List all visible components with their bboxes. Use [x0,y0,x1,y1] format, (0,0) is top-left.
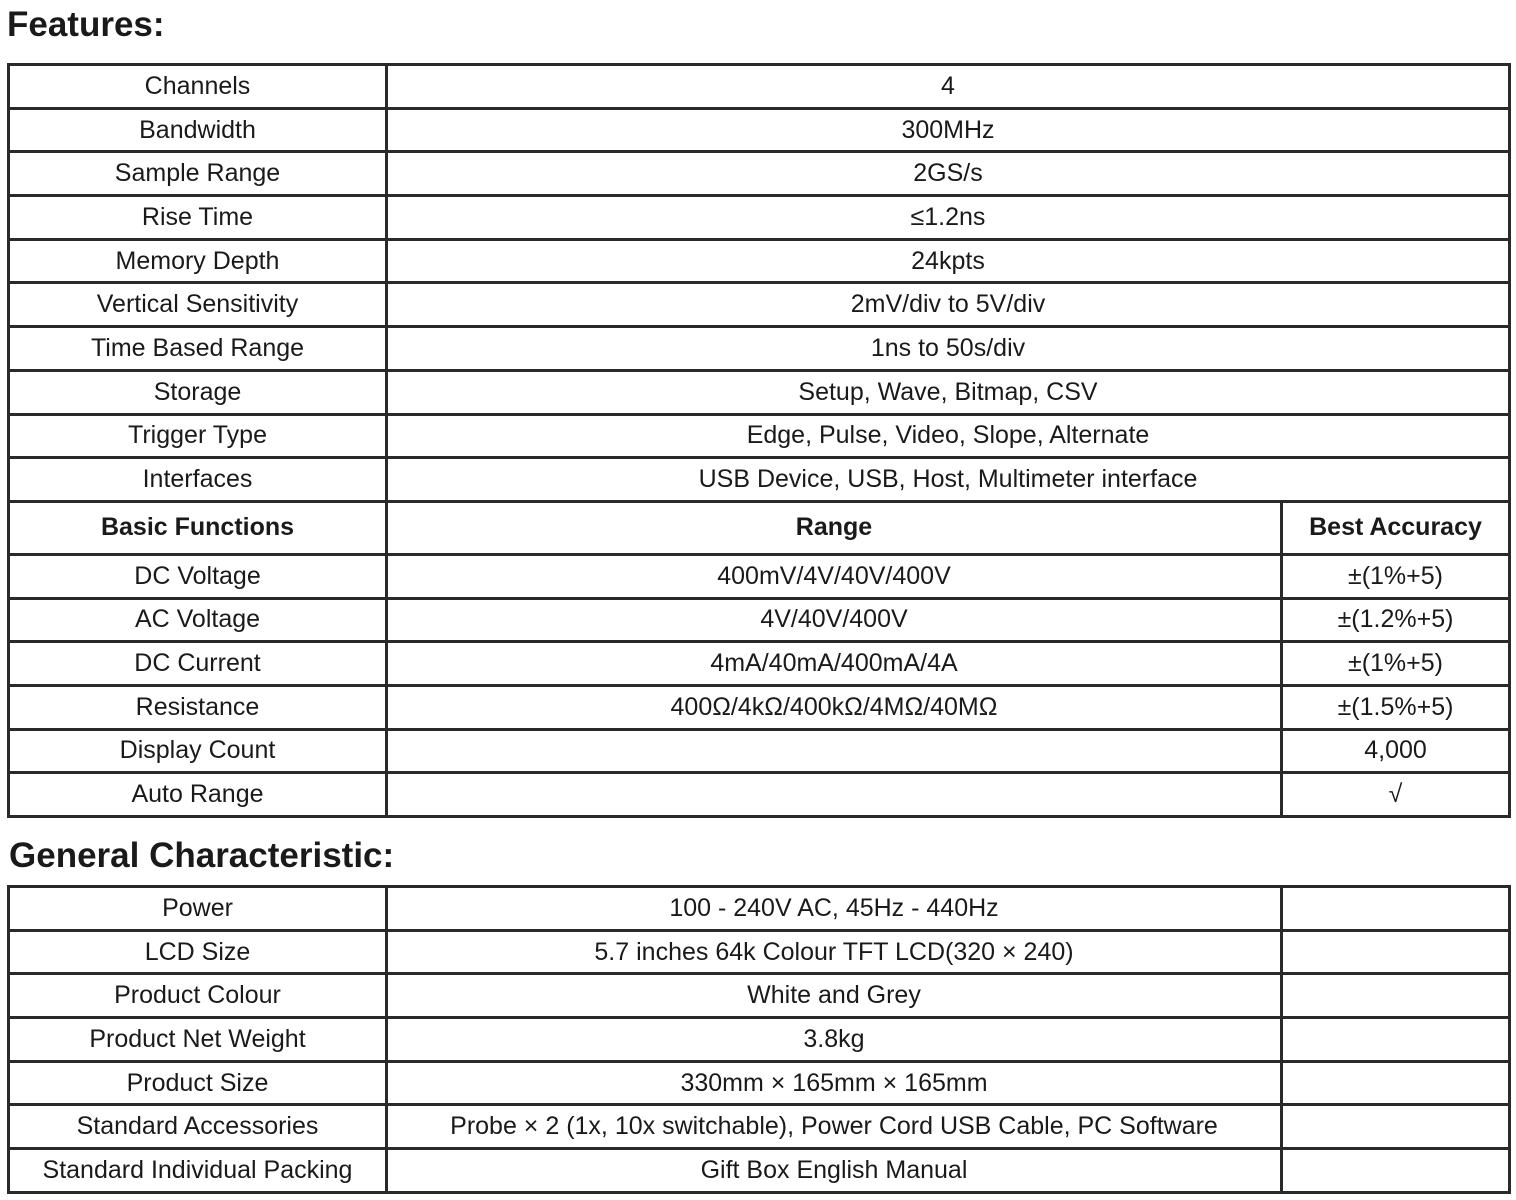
general-label: Power [9,887,387,931]
spec-row-interfaces [9,458,1510,502]
general-extra [1282,887,1510,931]
functions-header-range: Range [387,501,1282,554]
spec-row-storage [9,370,1510,414]
general-extra [1282,974,1510,1018]
spec-value: Setup, Wave, Bitmap, CSV [387,370,1510,414]
function-row-auto-range [9,773,1510,817]
function-row-display-count [9,729,1510,773]
function-range: 4mA/40mA/400mA/4A [387,642,1282,686]
spec-label: Bandwidth [9,108,387,152]
spec-value: 2GS/s [387,152,1510,196]
general-label: Standard Individual Packing [9,1149,387,1193]
general-value: 100 - 240V AC, 45Hz - 440Hz [387,887,1282,931]
function-name: AC Voltage [9,598,387,642]
spec-row-vertical-sensitivity [9,283,1510,327]
spec-label: Storage [9,370,387,414]
function-accuracy: √ [1282,773,1510,817]
general-label: LCD Size [9,930,387,974]
function-accuracy: ±(1%+5) [1282,642,1510,686]
features-table [7,63,1511,818]
general-extra [1282,1149,1510,1193]
general-value: 330mm × 165mm × 165mm [387,1061,1282,1105]
spec-value: USB Device, USB, Host, Multimeter interface [387,458,1510,502]
general-extra [1282,930,1510,974]
general-characteristic-title: General Characteristic: [9,836,395,875]
general-value: White and Grey [387,974,1282,1018]
general-extra [1282,1018,1510,1062]
spec-label: Interfaces [9,458,387,502]
function-name: Resistance [9,685,387,729]
function-name: DC Current [9,642,387,686]
function-row-dc-current [9,642,1510,686]
function-range: 400Ω/4kΩ/400kΩ/4MΩ/40MΩ [387,685,1282,729]
general-row-standard-accessories [9,1105,1510,1149]
function-range: 4V/40V/400V [387,598,1282,642]
functions-header-accuracy: Best Accuracy [1282,501,1510,554]
spec-value: 300MHz [387,108,1510,152]
general-label: Standard Accessories [9,1105,387,1149]
spec-row-time-based-range [9,327,1510,371]
spec-row-memory-depth [9,239,1510,283]
functions-header-row [9,501,1510,554]
general-row-power [9,887,1510,931]
function-row-ac-voltage [9,598,1510,642]
spec-row-channels [9,65,1510,109]
spec-value: 1ns to 50s/div [387,327,1510,371]
general-row-lcd-size [9,930,1510,974]
function-name: Display Count [9,729,387,773]
features-title: Features: [7,5,165,44]
function-range: 400mV/4V/40V/400V [387,554,1282,598]
general-label: Product Size [9,1061,387,1105]
function-accuracy: ±(1%+5) [1282,554,1510,598]
general-row-standard-individual-packing [9,1149,1510,1193]
spec-value: 4 [387,65,1510,109]
general-extra [1282,1061,1510,1105]
spec-label: Memory Depth [9,239,387,283]
spec-value: Edge, Pulse, Video, Slope, Alternate [387,414,1510,458]
spec-label: Channels [9,65,387,109]
function-accuracy: ±(1.5%+5) [1282,685,1510,729]
general-value: Gift Box English Manual [387,1149,1282,1193]
function-row-resistance [9,685,1510,729]
function-accuracy: ±(1.2%+5) [1282,598,1510,642]
spec-row-trigger-type [9,414,1510,458]
spec-label: Sample Range [9,152,387,196]
general-characteristic-table [7,885,1511,1194]
spec-row-bandwidth [9,108,1510,152]
general-label: Product Net Weight [9,1018,387,1062]
general-value: Probe × 2 (1x, 10x switchable), Power Cord USB Cable, PC Software [387,1105,1282,1149]
spec-row-sample-range [9,152,1510,196]
spec-value: 24kpts [387,239,1510,283]
function-row-dc-voltage [9,554,1510,598]
spec-label: Trigger Type [9,414,387,458]
general-extra [1282,1105,1510,1149]
spec-label: Time Based Range [9,327,387,371]
spec-value: ≤1.2ns [387,196,1510,240]
spec-label: Vertical Sensitivity [9,283,387,327]
function-range [387,773,1282,817]
general-value: 5.7 inches 64k Colour TFT LCD(320 × 240) [387,930,1282,974]
functions-header-function: Basic Functions [9,501,387,554]
general-value: 3.8kg [387,1018,1282,1062]
function-range [387,729,1282,773]
spec-value: 2mV/div to 5V/div [387,283,1510,327]
function-accuracy: 4,000 [1282,729,1510,773]
general-row-product-colour [9,974,1510,1018]
function-name: Auto Range [9,773,387,817]
function-name: DC Voltage [9,554,387,598]
spec-label: Rise Time [9,196,387,240]
general-row-product-net-weight [9,1018,1510,1062]
general-row-product-size [9,1061,1510,1105]
general-label: Product Colour [9,974,387,1018]
spec-row-rise-time [9,196,1510,240]
